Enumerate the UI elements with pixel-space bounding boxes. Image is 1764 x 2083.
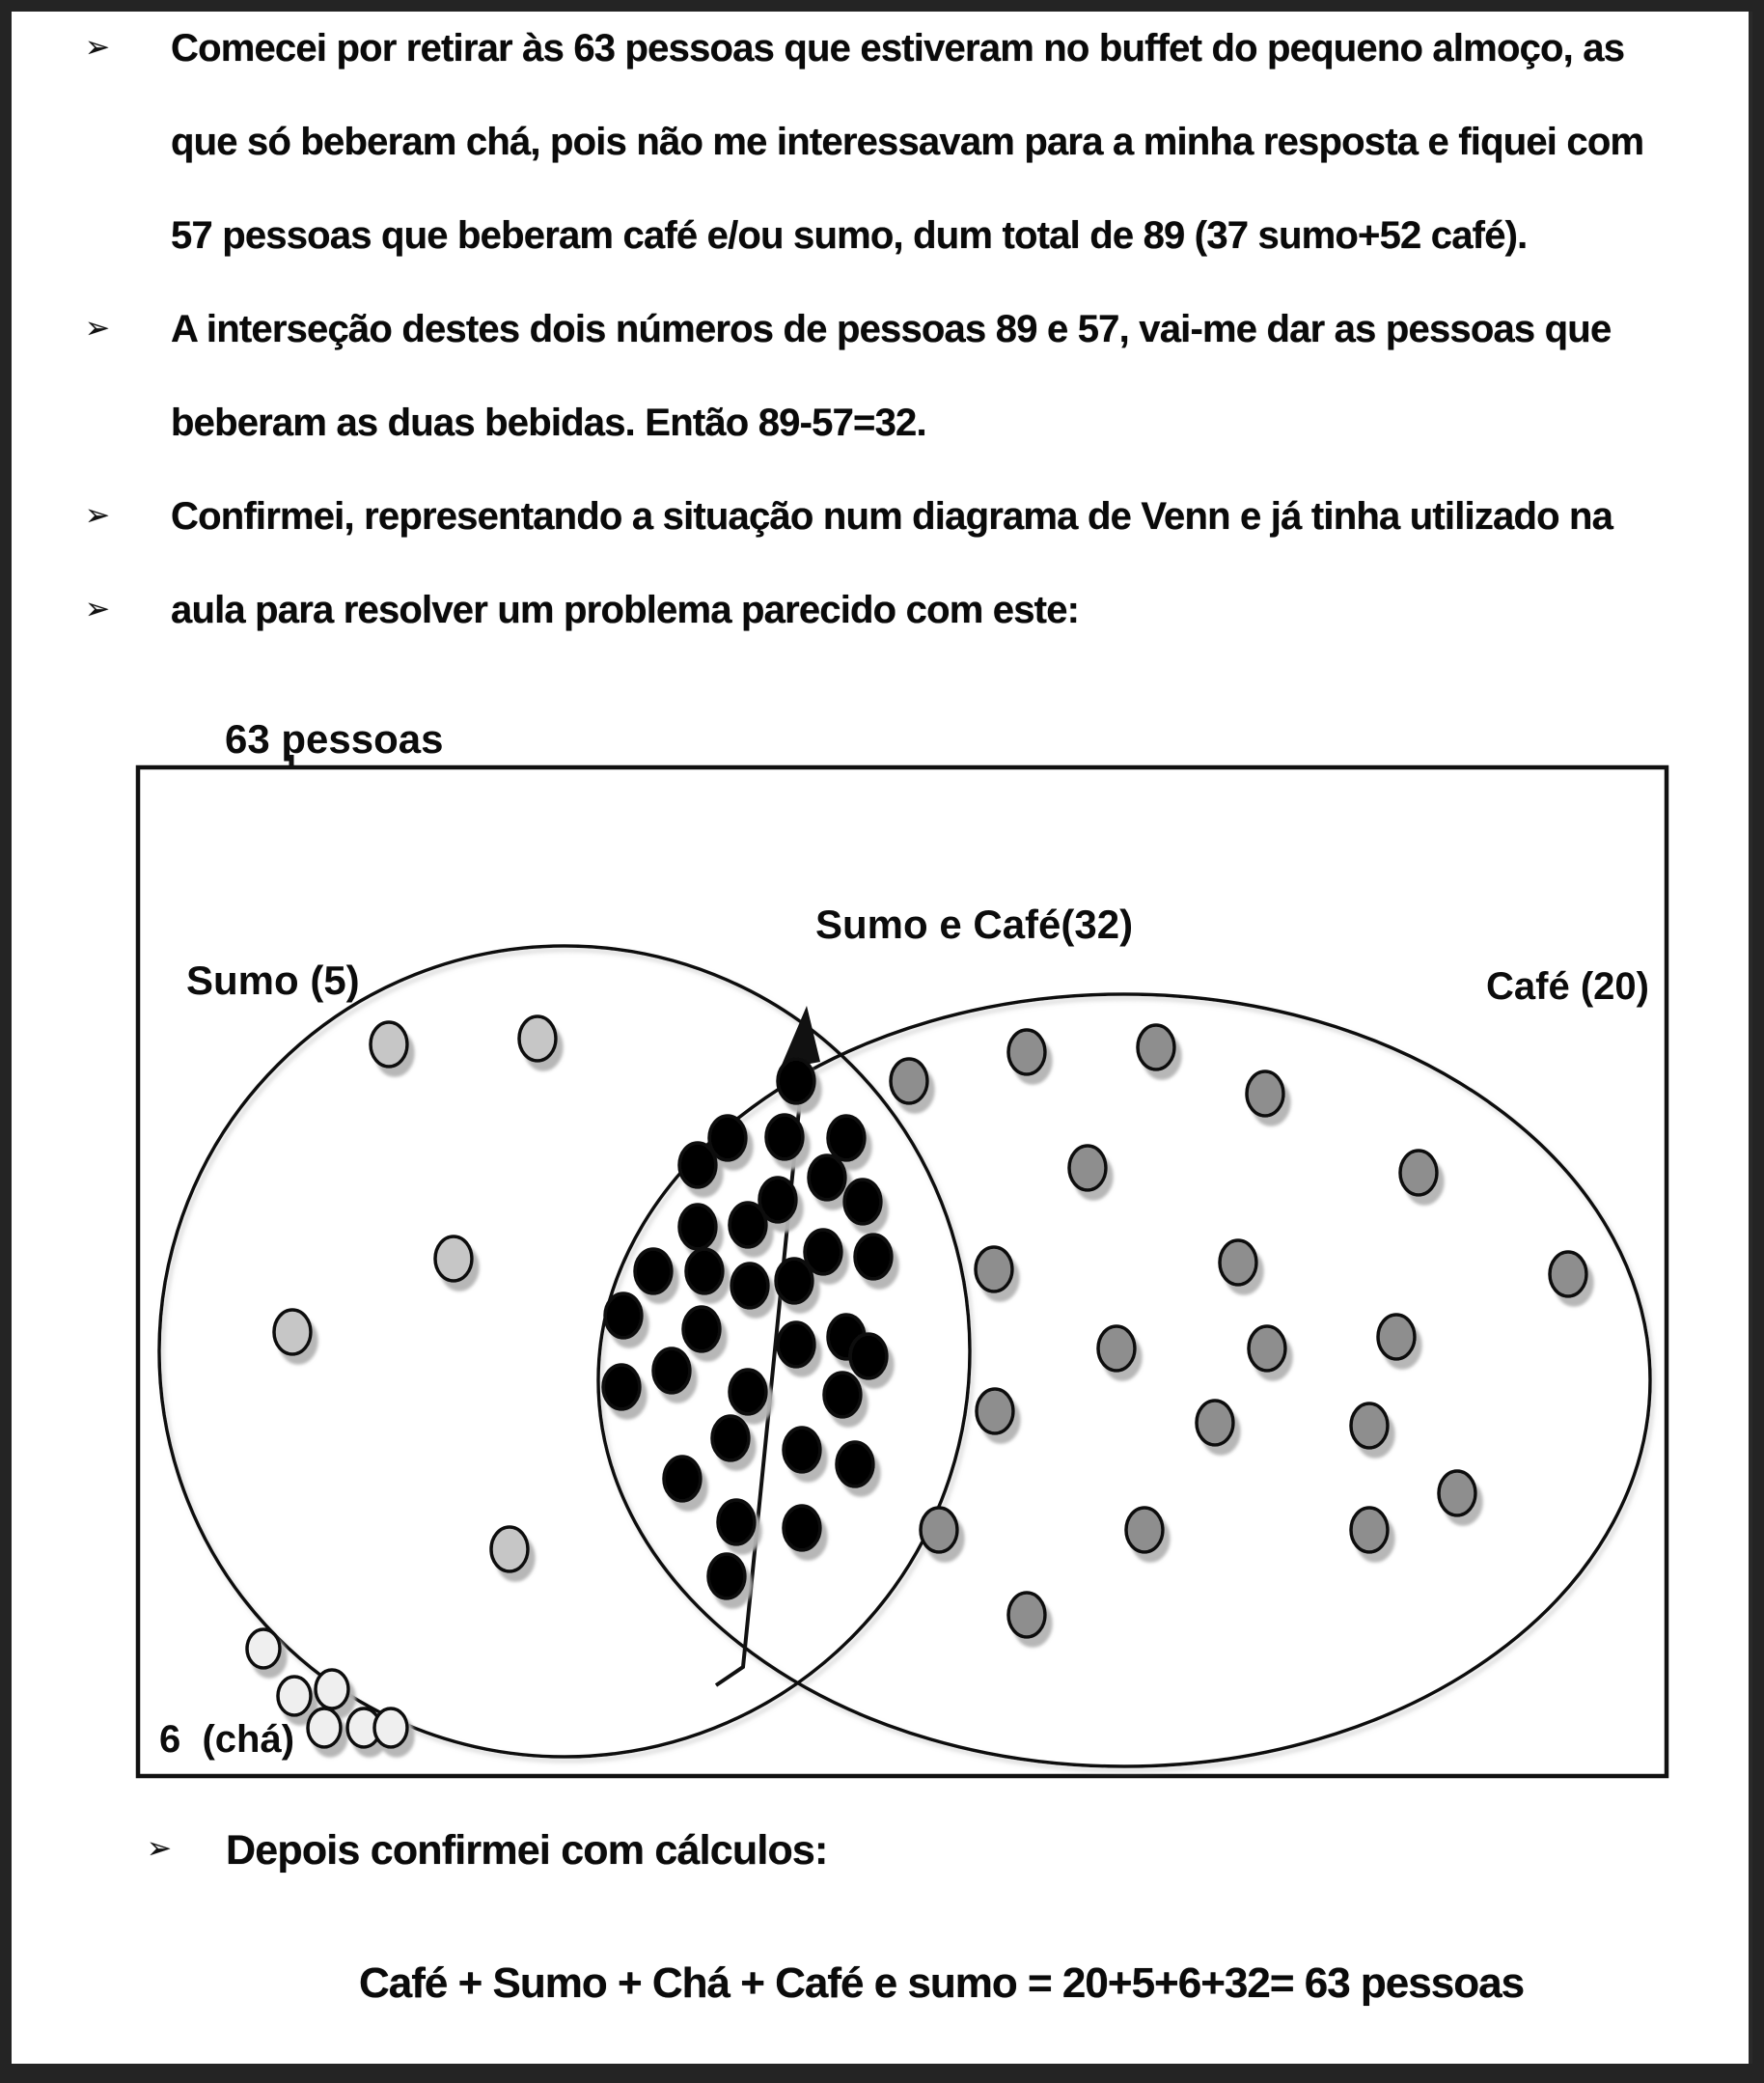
cha-label: 6 (chá) [159,1718,295,1761]
person-dot-cha [308,1708,341,1747]
person-dot-sumo-and-cafe [679,1205,716,1249]
paragraph-line-text: Confirmei, representando a situação num diagrama de Venn e já tinha utilizado na [171,495,1613,538]
person-dot-sumo [435,1236,472,1281]
bullet-arrow-icon: ➢ [85,592,110,626]
person-dot-cafe [976,1247,1012,1291]
bullet-arrow-icon: ➢ [85,498,110,533]
person-dot-cafe [1069,1146,1106,1190]
person-dot-sumo-and-cafe [776,1259,813,1303]
total-label: 63 pessoas [225,716,444,762]
paragraph-line-text: A interseção destes dois números de pessoas 89 e 57, vai-me dar as pessoas que [171,308,1612,350]
person-dot-sumo-and-cafe [712,1416,749,1460]
person-dot-sumo-and-cafe [718,1500,755,1544]
person-dot-sumo-and-cafe [730,1203,766,1247]
person-dot-sumo-and-cafe [635,1249,672,1293]
person-dot-cafe [1008,1030,1045,1074]
person-dot-cafe [1351,1508,1388,1552]
person-dot-cafe [1138,1025,1174,1069]
person-dot-sumo-and-cafe [708,1554,745,1598]
sumo-label: Sumo (5) [186,958,360,1003]
person-dot-sumo-and-cafe [603,1365,640,1409]
person-dot-cafe [1247,1071,1283,1116]
person-dot-cafe [1378,1315,1415,1359]
person-dot-cafe [1220,1240,1256,1285]
bullet-arrow-icon: ➢ [147,1831,172,1866]
bullet-arrow-icon: ➢ [85,311,110,346]
person-dot-sumo-and-cafe [828,1116,865,1160]
person-dot-sumo-and-cafe [784,1506,820,1550]
person-dot-sumo [274,1310,311,1354]
person-dot-cafe [1400,1151,1437,1195]
person-dot-cafe [1351,1403,1388,1448]
person-dot-cafe [1126,1508,1163,1552]
person-dot-cafe [1249,1326,1285,1371]
person-dot-sumo [519,1016,556,1061]
person-dot-cafe [977,1389,1013,1433]
person-dot-cafe [1008,1593,1045,1637]
person-dot-sumo-and-cafe [664,1457,701,1501]
person-dot-sumo-and-cafe [730,1370,766,1414]
paragraph-line-text: Comecei por retirar às 63 pessoas que estiveram no buffet do pequeno almoço, as [171,27,1625,69]
person-dot-cafe [1550,1252,1586,1296]
person-dot-sumo-and-cafe [778,1322,814,1367]
person-dot-cafe [1439,1471,1475,1515]
person-dot-sumo-and-cafe [679,1143,716,1187]
equation-text: Café + Sumo + Chá + Café e sumo = 20+5+6+32= 63 pessoas [359,1959,1525,2007]
paragraph-line-text: 57 pessoas que beberam café e/ou sumo, dum total de 89 (37 sumo+52 café). [171,214,1528,257]
person-dot-sumo-and-cafe [855,1235,892,1279]
person-dot-sumo-and-cafe [653,1348,690,1393]
closing-line-text: Depois confirmei com cálculos: [226,1827,828,1874]
paragraph-line-text: que só beberam chá, pois não me interessavam para a minha resposta e fiquei com [171,121,1644,163]
person-dot-cha [374,1708,407,1747]
person-dot-sumo-and-cafe [731,1264,768,1308]
person-dot-sumo-and-cafe [850,1334,887,1378]
intersection-label: Sumo e Café(32) [815,902,1134,947]
person-dot-cafe [891,1059,927,1103]
person-dot-cha [278,1677,311,1715]
person-dot-sumo-and-cafe [605,1293,642,1338]
person-dot-sumo-and-cafe [766,1115,803,1159]
person-dot-cafe [921,1508,957,1552]
person-dot-sumo-and-cafe [809,1155,845,1200]
person-dot-cafe [1098,1326,1135,1371]
bullet-arrow-icon: ➢ [85,30,110,65]
cafe-label: Café (20) [1486,965,1649,1008]
person-dot-cafe [1197,1401,1233,1445]
person-dot-sumo-and-cafe [683,1307,720,1351]
person-dot-sumo [371,1022,407,1067]
paragraph-line-text: beberam as duas bebidas. Então 89-57=32. [171,402,926,444]
person-dot-sumo-and-cafe [844,1180,881,1224]
person-dot-sumo-and-cafe [784,1428,820,1472]
paragraph-line-text: aula para resolver um problema parecido com este: [171,589,1080,631]
person-dot-sumo-and-cafe [837,1442,873,1486]
person-dot-cha [247,1629,280,1668]
person-dot-cha [316,1670,348,1708]
person-dot-sumo-and-cafe [686,1249,723,1293]
person-dot-sumo-and-cafe [824,1373,861,1417]
person-dot-sumo-and-cafe [778,1059,814,1103]
person-dot-sumo [491,1527,528,1571]
closing-line [147,1827,828,1875]
